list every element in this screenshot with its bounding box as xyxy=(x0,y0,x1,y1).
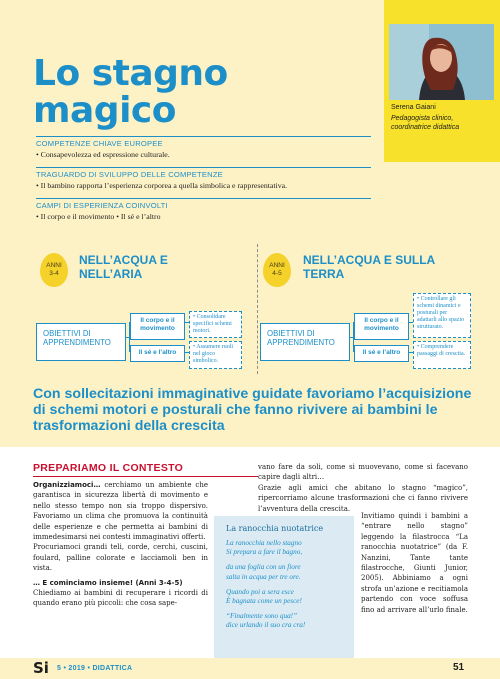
poem-line: “Finalmente sono qua!” xyxy=(226,612,298,621)
author-role: Pedagogista clinico, coordinatrice didattica xyxy=(391,115,460,131)
page-number: 51 xyxy=(453,662,465,673)
sub-box-self-1: Il sé e l’altro xyxy=(130,345,185,362)
competence-heading: COMPETENZE CHIAVE EUROPEE xyxy=(36,139,163,148)
text-column-1 xyxy=(33,480,208,609)
group-title-1: NELL’ACQUA E NELL’ARIA xyxy=(79,253,168,281)
competence-block-3 xyxy=(36,201,371,221)
para-lead-bold: … E cominciamo insieme! (Anni 3-4-5) xyxy=(33,578,183,587)
note-box-body-1: • Consolidare specifici schemi motori. xyxy=(189,311,242,338)
note-box-self-2: • Comprendere passaggi di crescita. xyxy=(413,341,471,369)
competence-heading: CAMPI DI ESPERIENZA COINVOLTI xyxy=(36,201,168,210)
group-title-2: NELL’ACQUA E SULLA TERRA xyxy=(303,253,435,281)
objectives-box-1: OBIETTIVI DI APPRENDIMENTO xyxy=(36,323,126,361)
competence-text: • Il corpo e il movimento • Il sé e l’altro xyxy=(36,212,161,221)
competence-heading: TRAGUARDO DI SVILUPPO DELLE COMPETENZE xyxy=(36,170,223,179)
section-rule xyxy=(33,476,258,477)
poem-heading: La ranocchia nuotatrice xyxy=(226,524,324,533)
author-photo xyxy=(389,24,494,100)
poem-line: Quando poi a sera esce xyxy=(226,587,294,596)
competence-block-1 xyxy=(36,139,371,159)
para-text: Invitiamo quindi i bambini a “entrare nello stagno” leggendo la filastrocca “La ranocchia nuotatrice” (da F. Nanzini, Tante tante filastrocche, Giunti Junior, 2005). Abbiniamo a ogni strofa un’azione e recitiamola partendo con voce soffusa fino ad arrivare all’urlo finale. xyxy=(361,512,468,614)
magazine-logo: Si xyxy=(33,659,49,677)
title-line-1: Lo stagno xyxy=(33,53,228,94)
para-lead-bold: Organizziamoci… xyxy=(33,481,101,489)
para-text: Chiediamo ai bambini di recuperare i ricordi di quando erano più piccoli: che cosa sape- xyxy=(33,589,208,608)
author-name: Serena Gaiani xyxy=(391,104,436,111)
poem-line: Si prepara a fare il bagno, xyxy=(226,548,303,557)
poem-line: È bagnata come un pesce! xyxy=(226,597,302,606)
poem-line: La ranocchia nello stagno xyxy=(226,539,302,547)
lead-paragraph: Con sollecitazioni immaginative guidate favoriamo l’acquisizione di schemi motori e posturali che fanno rivivere ai bambini le trasformazioni della crescita xyxy=(33,386,472,434)
para-text: cerchiamo un ambiente che garantisca in sicurezza libertà di movimento e nello stesso tempo non sia troppo dispersivo. Favoriamo un clima che promuova la continuità delle esperienze e che permetta ai bambini di immedesimarsi nei contesti immaginativi offerti. xyxy=(33,481,208,542)
competence-block-2 xyxy=(36,170,371,190)
poem-line: dice urlando il suo cra cra! xyxy=(226,621,306,630)
page-footer xyxy=(0,658,500,679)
group-divider xyxy=(257,244,258,374)
competence-text: • Il bambino rapporta l’esperienza corporea a quella simbolica e rappresentativa. xyxy=(36,181,288,190)
objectives-box-2: OBIETTIVI DI APPRENDIMENTO xyxy=(260,323,350,361)
note-box-body-2: • Controllare gli schemi dinamici e posturali per adattarli allo spazio strutturato. xyxy=(413,293,471,338)
competence-text: • Consapevolezza ed espressione culturale. xyxy=(36,150,170,159)
title-line-2: magico xyxy=(33,90,176,131)
age-badge-1: ANNI 3-4 xyxy=(40,253,68,287)
sub-box-self-2: Il sé e l’altro xyxy=(354,345,409,362)
para-text: Procuriamoci grandi teli, corde, cerchi, cuscini, foulard, palline colorate e lacciamoli ben in vista. xyxy=(33,543,208,573)
age-badge-2: ANNI 4-5 xyxy=(263,253,291,287)
note-box-self-1: • Assumere ruoli nel gioco simbolico. xyxy=(189,341,242,369)
para-text: vano fare da soli, come si muovevano, come si facevano capire dagli altri… xyxy=(258,463,468,482)
section-title: PREPARIAMO IL CONTESTO xyxy=(33,462,184,474)
sub-box-body-2: Il corpo e il movimento xyxy=(354,313,409,340)
page-title xyxy=(33,55,333,129)
poem-line: salta in acqua per tre ore. xyxy=(226,572,301,581)
poem-box xyxy=(214,516,354,660)
text-column-3 xyxy=(361,511,468,615)
sub-box-body-1: Il corpo e il movimento xyxy=(130,313,185,340)
para-text: Grazie agli amici che abitano lo stagno “magico”, ripercorriamo alcune trasformazioni che ci fanno rivivere l’avventura della crescita. xyxy=(258,483,468,513)
text-column-2 xyxy=(258,462,468,514)
issue-label: 5 • 2019 • DIDATTICA xyxy=(57,665,133,672)
poem-line: da una foglia con un fiore xyxy=(226,563,301,572)
